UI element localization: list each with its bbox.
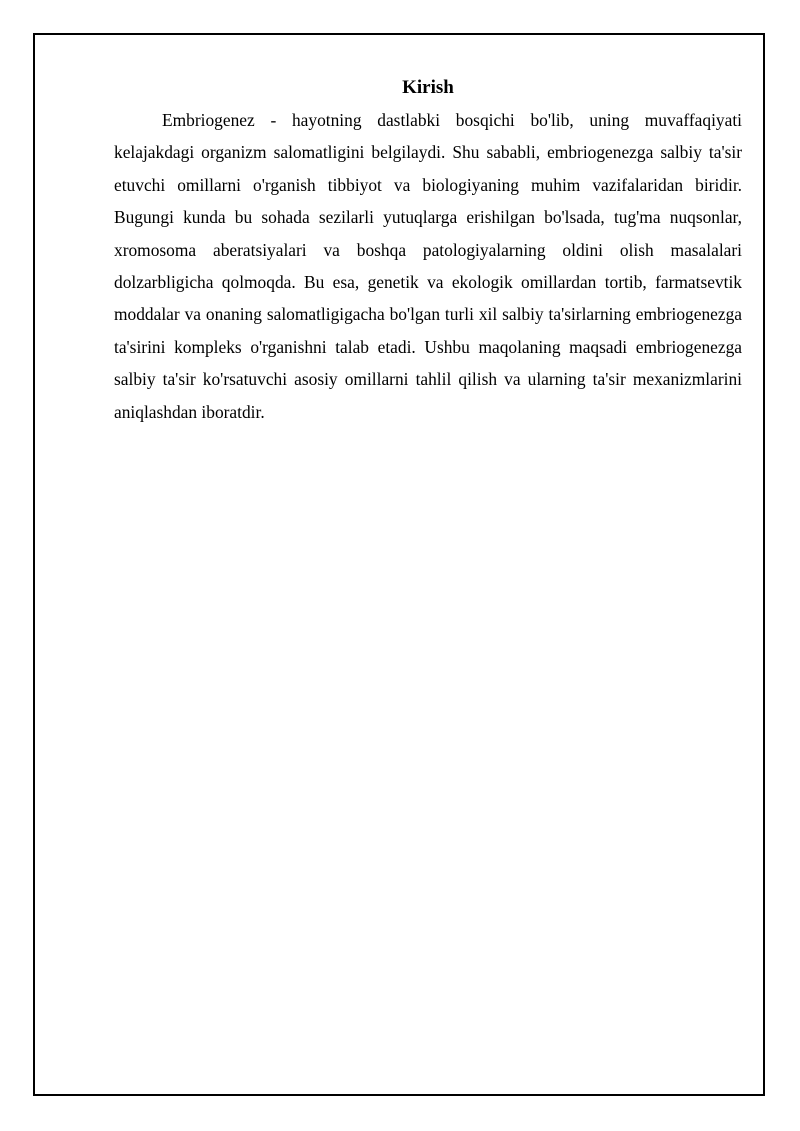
document-content bbox=[114, 72, 742, 428]
section-heading: Kirish bbox=[402, 77, 454, 98]
introduction-paragraph: Embriogenez - hayotning dastlabki bosqichi bo'lib, uning muvaffaqiyati kelajakdagi organizm salomatligini belgilaydi. Shu sababli, embriogenezga salbiy ta'sir etuvchi omillarni o'rganish tibbiyot va biologiyaning muhim vazifalaridan biridir. Bugungi kunda bu sohada sezilarli yutuqlarga erishilgan bo'lsada, tug'ma nuqsonlar, xromosoma aberatsiyalari va boshqa patologiyalarning oldini olish masalalari dolzarbligicha qolmoqda. Bu esa, genetik va ekologik omillardan tortib, farmatsevtik moddalar va onaning salomatligigacha bo'lgan turli xil salbiy ta'sirlarning embriogenezga ta'sirini kompleks o'rganishni talab etadi. Ushbu maqolaning maqsadi embriogenezga salbiy ta'sir ko'rsatuvchi asosiy omillarni tahlil qilish va ularning ta'sir mexanizmlarini aniqlashdan iboratdir. bbox=[114, 110, 742, 422]
